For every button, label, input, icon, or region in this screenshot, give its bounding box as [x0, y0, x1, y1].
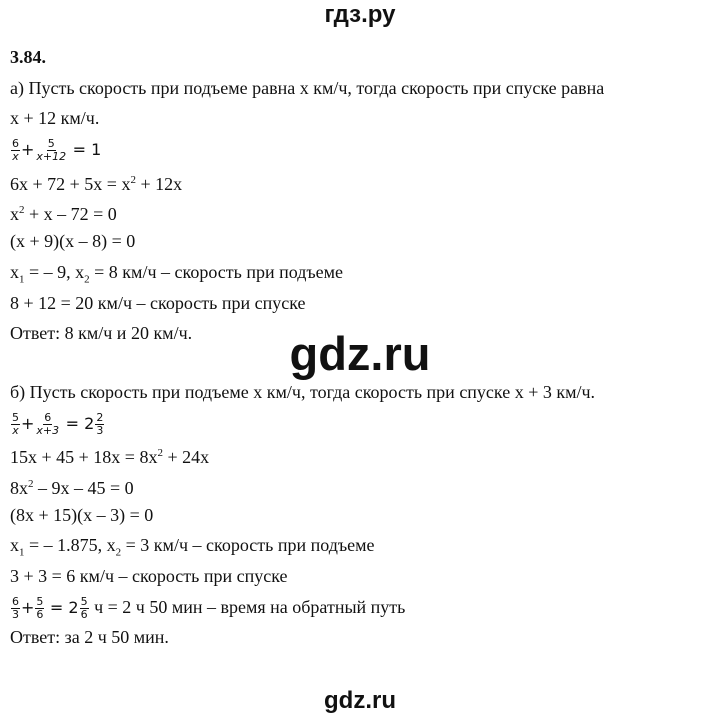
- task-number: 3.84.: [10, 47, 46, 67]
- exponent: 2: [28, 477, 34, 490]
- step-text: x: [10, 261, 19, 282]
- part-b-intro: б) Пусть скорость при подъеме x км/ч, тогда скорость при спуске x + 3 км/ч.: [10, 381, 596, 402]
- part-b-fraction-2: [35, 412, 60, 437]
- step-text: + 24x: [162, 447, 210, 468]
- site-title: гдз.ру: [324, 1, 396, 28]
- part-b-step-1: [10, 438, 710, 469]
- part-a-step-3: (x + 9)(x – 8) = 0: [10, 231, 136, 252]
- part-a-equation: [10, 134, 710, 165]
- step-text: = – 1.875, x: [24, 535, 116, 556]
- exponent: 2: [19, 204, 25, 217]
- watermark-middle: gdz.ru: [289, 327, 431, 380]
- exponent: 2: [130, 173, 136, 186]
- plus-sign: +: [21, 597, 35, 617]
- fraction-numerator: 2: [96, 410, 104, 424]
- equation-rhs: = 1: [72, 140, 102, 160]
- fraction-numerator: 5: [36, 595, 44, 609]
- equation-rhs: = 2: [65, 413, 95, 433]
- fraction-numerator: 6: [12, 137, 19, 151]
- part-b-time: [10, 592, 710, 623]
- subscript: 2: [115, 546, 122, 559]
- part-a-intro-line-2: x + 12 км/ч.: [10, 108, 100, 129]
- part-a-step-1: [10, 165, 710, 196]
- part-b-time-fraction-2: [35, 596, 44, 621]
- step-text: + x – 72 = 0: [24, 204, 117, 225]
- fraction-numerator: 6: [12, 595, 19, 609]
- part-b-mixed-fraction: [95, 412, 104, 437]
- part-b-answer: Ответ: за 2 ч 50 мин.: [10, 627, 169, 648]
- part-b-equation: [10, 408, 710, 439]
- fraction-denominator: 3: [12, 608, 19, 622]
- fraction-numerator: 5: [12, 410, 19, 424]
- part-b-time-fraction-1: [11, 596, 20, 621]
- fraction-numerator: 5: [47, 137, 55, 151]
- part-b-roots: [10, 530, 710, 561]
- part-b-step-2: [10, 469, 710, 500]
- step-text: + 12x: [135, 173, 183, 194]
- part-b-down-speed: 3 + 3 = 6 км/ч – скорость при спуске: [10, 566, 288, 586]
- fraction-denominator: x+12: [36, 150, 67, 164]
- subscript: 2: [84, 273, 90, 286]
- exponent: 2: [157, 447, 163, 460]
- fraction-denominator: 6: [36, 608, 44, 622]
- fraction-denominator: x: [12, 150, 19, 164]
- part-a-fraction-2: [35, 138, 67, 163]
- fraction-numerator: 6: [44, 410, 52, 424]
- fraction-denominator: x+3: [36, 423, 60, 437]
- part-b-step-3: (8x + 15)(x – 3) = 0: [10, 504, 154, 525]
- part-a-down-speed: 8 + 12 = 20 км/ч – скорость при спуске: [10, 292, 306, 313]
- step-text: 6x + 72 + 5x = x: [10, 173, 131, 194]
- step-text: x: [10, 204, 19, 225]
- step-text: = 3 км/ч – скорость при подъеме: [121, 535, 375, 556]
- watermark-bottom: gdz.ru: [324, 687, 396, 714]
- part-b-time-mixed-fraction: [80, 596, 89, 621]
- part-a-intro-line-1: а) Пусть скорость при подъеме равна x км/ч, тогда скорость при спуске равна: [10, 77, 605, 98]
- subscript: 1: [19, 546, 25, 559]
- equation-rhs: = 2: [49, 597, 79, 617]
- step-text: = – 9, x: [24, 261, 85, 282]
- fraction-denominator: 3: [96, 423, 104, 437]
- fraction-numerator: 5: [80, 595, 88, 609]
- step-text: 15x + 45 + 18x = 8x: [10, 447, 158, 468]
- step-text: 8x: [10, 477, 28, 498]
- part-a-roots: [10, 257, 710, 288]
- plus-sign: +: [21, 140, 35, 160]
- step-text: – 9x – 45 = 0: [33, 477, 134, 498]
- fraction-denominator: 6: [80, 608, 88, 622]
- step-text: = 8 км/ч – скорость при подъеме: [89, 261, 344, 282]
- part-b-fraction-1: [11, 412, 20, 437]
- step-text: x: [10, 535, 19, 556]
- plus-sign: +: [21, 413, 35, 433]
- part-a-step-2: [10, 195, 710, 226]
- time-text: ч = 2 ч 50 мин – время на обратный путь: [89, 596, 406, 617]
- fraction-denominator: x: [12, 423, 19, 437]
- part-a-fraction-1: [11, 138, 20, 163]
- part-a-answer: Ответ: 8 км/ч и 20 км/ч.: [10, 323, 193, 344]
- subscript: 1: [19, 273, 25, 286]
